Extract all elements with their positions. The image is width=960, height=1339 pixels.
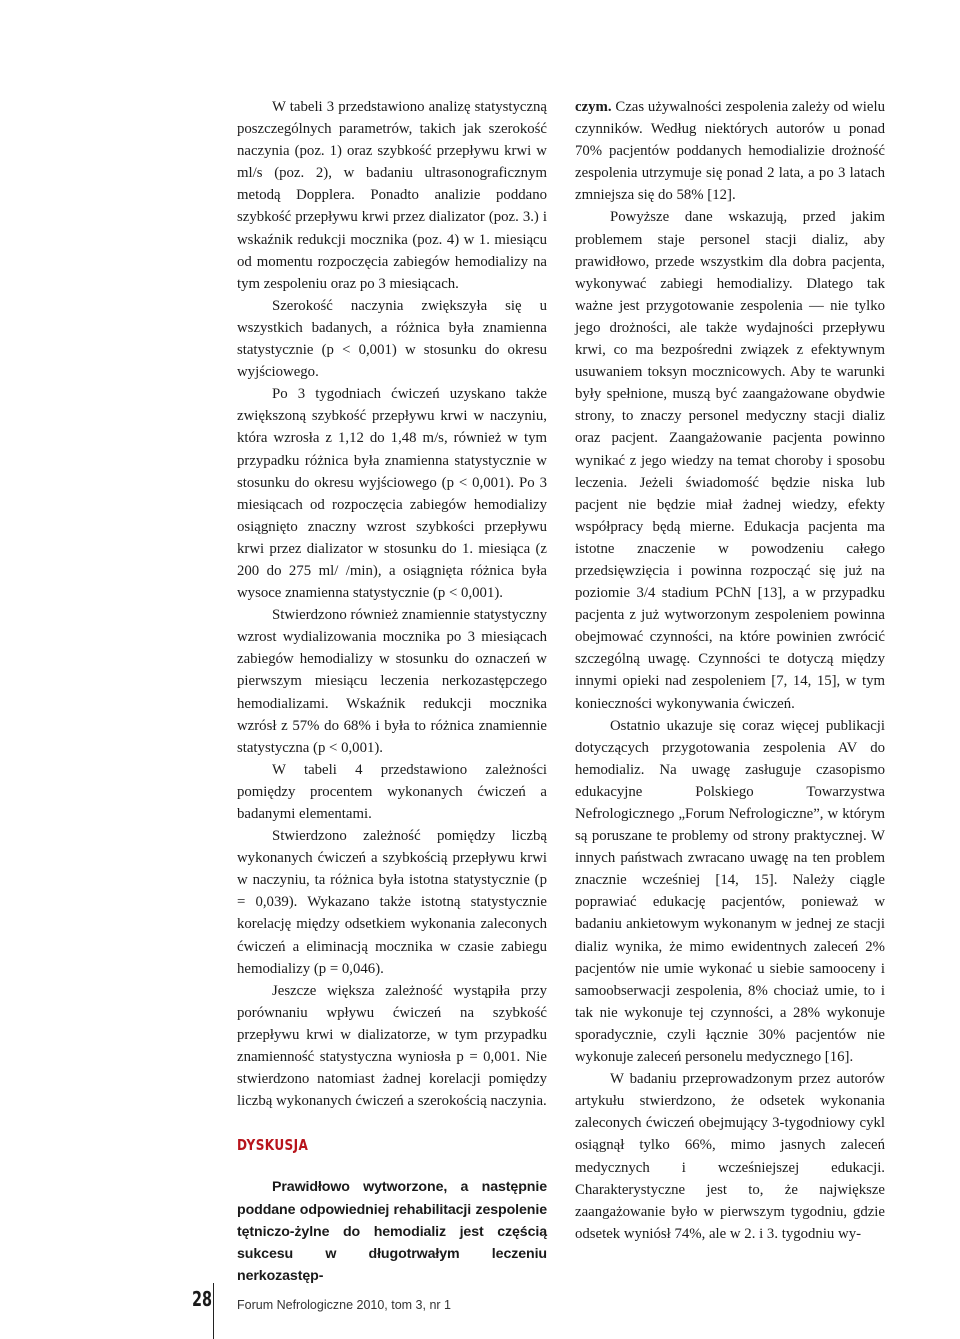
paragraph: W tabeli 4 przedstawiono zależności pomiędzy procentem wykonanych ćwiczeń a badanymi elementami. — [237, 761, 547, 822]
paragraph: Powyższe dane wskazują, przed jakim problemem staje personel stacji dializ, aby prawidłowo, przede wszystkim dla dobra pacjenta, wykonywać zabiegi hemodializy. Dlatego tak ważne jest przygotowanie zespolenia — nie tylko jego drożności, ale także wydajności przepływu krwi, co ma bezpośredni związek z efektywnym usuwaniem toksyn mocznicowych. Aby te warunki były spełnione, muszą być zaangażowane obydwie strony, to znaczy personel medyczny stacji dializ oraz pacjent. Zaangażowanie pacjenta powinno wynikać z jego wiedzy na temat choroby i sposobu leczenia. Jeżeli świadomość będzie niska lub pacjent nie będzie miał żadnej wiedzy, efekty współpracy będą mierne. Edukacja pacjenta ma istotne znaczenie w powodzeniu całego przedsięwzięcia i powinna rozpocząć się już na poziomie 3/4 stadium PChN [13], a w przypadku pacjenta z już wytworzonym zespoleniem powinna obejmować czynności, na które powinien zwrócić szczególną uwagę. Czynności te dotyczą między innymi opieki nad zespoleniem [7, 14, 15], w tym konieczności wykonywania ćwiczeń. — [575, 209, 885, 712]
right-column — [575, 96, 885, 1245]
paragraph: Po 3 tygodniach ćwiczeń uzyskano także zwiększoną szybkość przepływu krwi w naczyniu, która wzrosła z 1,12 do 1,48 m/s, również w tym przypadku różnica była znamienna statystycznie w stosunku do okresu wyjściowego (p < 0,001). Po 3 miesiącach od rozpoczęcia zabiegów hemodializy osiągnięto znaczny wzrost szybkości przepływu krwi przez dializator w stosunku do 1. miesiąca (z 200 do 275 ml/ /min), a osiągnięta różnica była wysoce znamienna statystycznie (p < 0,001). — [237, 386, 547, 602]
page-number: 28 — [191, 1287, 212, 1311]
paragraph: Jeszcze większa zależność wystąpiła przy porównaniu wpływu ćwiczeń na szybkość przepływu krwi w dializatorze, w tym przypadku znamienność statystyczna wyniosła p = 0,001. Nie stwierdzono natomiast żadnej korelacji pomiędzy liczbą wykonanych ćwiczeń a szerokością naczynia. — [237, 982, 547, 1110]
paragraph: Stwierdzono również znamiennie statystyczny wzrost wydializowania mocznika po 3 miesiącach zabiegów hemodializy w stosunku do oznaczeń w pierwszym miesiącu leczenia nerkozastępczego hemodializami. Wskaźnik redukcji mocznika wzrósł z 57% do 68% i była to różnica znamiennie statystyczna (p < 0,001). — [237, 607, 547, 756]
footer-divider — [213, 1283, 214, 1339]
paragraph-text: Czas używalności zespolenia zależy od wielu czynników. Według niektórych autorów u ponad 70% pacjentów poddanych hemodializie drożność zespolenia utrzymuje się ponad 2 lata, a po 3 latach zmniejsza się do 58% [12]. — [575, 99, 885, 204]
paragraph: Szerokość naczynia zwiększyła się u wszystkich badanych, a różnica była znamienna statystycznie (p < 0,001) w stosunku do okresu wyjściowego. — [237, 297, 547, 381]
left-column — [237, 96, 547, 1287]
paragraph: Stwierdzono zależność pomiędzy liczbą wykonanych ćwiczeń a szybkością przepływu krwi w naczyniu, ta różnica była istotna statystycznie (p = 0,039). Wykazano także istotną statystycznie korelację między odsetkiem wykonania zaleconych ćwiczeń a eliminacją mocznika w czasie zabiegu hemodializy (p = 0,046). — [237, 828, 547, 977]
bold-continuation: czym. — [575, 99, 612, 115]
bold-lead-paragraph: Prawidłowo wytworzone, a następnie poddane odpowiedniej rehabilitacji zespolenie tętniczo-żylne do hemodializ jest częścią sukcesu w długotrwałym leczeniu nerkozastęp- — [237, 1179, 547, 1284]
journal-citation: Forum Nefrologiczne 2010, tom 3, nr 1 — [237, 1298, 451, 1312]
paragraph — [575, 96, 885, 206]
paragraph: W tabeli 3 przedstawiono analizę statystyczną poszczególnych parametrów, takich jak szerokość naczynia (poz. 1) oraz szybkość przepływu krwi w ml/s (poz. 2), w badaniu ultrasonograficznym metodą Dopplera. Ponadto analizie poddano szybkość przepływu krwi przez dializator (poz. 3.) i wskaźnik redukcji mocznika (poz. 4) w 1. miesiącu od momentu rozpoczęcia zabiegów hemodializy na tym zespoleniu oraz po 3 miesiącach. — [237, 99, 547, 292]
paragraph: Ostatnio ukazuje się coraz więcej publikacji dotyczących przygotowania zespolenia AV do hemodializ. Na uwagę zasługuje czasopismo edukacyjne Polskiego Towarzystwa Nefrologicznego „Forum Nefrologiczne”, w którym są poruszane te problemy od strony praktycznej. W innych państwach zwracano uwagę na ten problem znacznie wcześniej [14, 15]. Należy ciągle poprawiać edukację pacjentów, ponieważ w badaniu ankietowym wykonanym w jednej ze stacji dializ wynika, że mimo ewidentnych zaleceń 2% pacjentów nie umie wykonać u siebie samooceny i samoobserwacji zespolenia, 8% chociaż umie, to i tak nie wykonuje tej czynności, a 28% wykonuje sporadycznie, czyli łącznie 30% pacjentów nie wykonuje zaleceń personelu medycznego [16]. — [575, 717, 885, 1066]
section-heading: DYSKUSJA — [237, 1136, 309, 1155]
paragraph: W badaniu przeprowadzonym przez autorów artykułu stwierdzono, że odsetek wykonania zaleconych ćwiczeń obejmujący 3-tygodniowy cykl osiągnął tylko 66%, mimo jasnych zaleceń medycznych i wcześniejszej edukacji. Charakterystyczne jest to, że największe zaangażowanie było w pierwszym tygodniu, gdzie odsetek wyniósł 74%, ale w 2. i 3. tygodniu wy- — [575, 1071, 885, 1242]
